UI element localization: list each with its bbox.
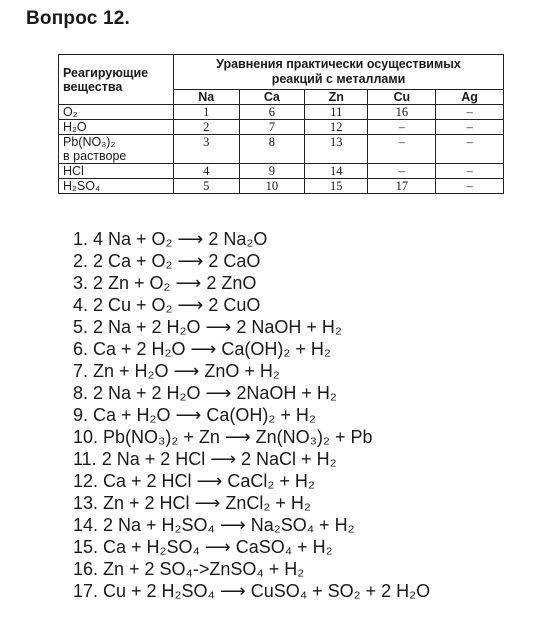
reaction-number: –: [368, 135, 436, 164]
reaction-number: 11: [305, 105, 368, 120]
equation-item: 16. Zn + 2 SO₄->ZnSO₄ + H₂: [73, 559, 305, 579]
reaction-number: 13: [305, 135, 368, 164]
equation-item: 2. 2 Ca + O₂ ⟶ 2 CaO: [73, 251, 261, 271]
reaction-number: 15: [305, 179, 368, 194]
equation-item: 9. Ca + H₂O ⟶ Ca(OH)₂ + H₂: [73, 405, 316, 425]
reagent-name: O₂: [59, 105, 174, 120]
equation-item: 17. Cu + 2 H₂SO₄ ⟶ CuSO₄ + SO₂ + 2 H₂O: [73, 581, 431, 601]
equation-item: 13. Zn + 2 HCl ⟶ ZnCl₂ + H₂: [73, 493, 311, 513]
equation-item: 7. Zn + H₂O ⟶ ZnO + H₂: [73, 361, 280, 381]
reagent-name-cell: [59, 135, 174, 164]
reaction-number: 4: [174, 164, 240, 179]
reaction-number: –: [368, 164, 436, 179]
equation-item: 6. Ca + 2 H₂O ⟶ Ca(OH)₂ + H₂: [73, 339, 331, 359]
equation-item: 4. 2 Cu + O₂ ⟶ 2 CuO: [73, 295, 261, 315]
reaction-number: –: [436, 120, 504, 135]
reagent-note: в растворе: [63, 149, 127, 163]
table-row: [59, 164, 504, 179]
equation-item: 3. 2 Zn + O₂ ⟶ 2 ZnO: [73, 273, 257, 293]
reagent-name: H₂O: [59, 120, 174, 135]
reaction-number: 10: [239, 179, 305, 194]
equation-item: 8. 2 Na + 2 H₂O ⟶ 2NaOH + H₂: [73, 383, 337, 403]
equations-list: [73, 228, 430, 602]
reagent-header-line1: Реагирующие: [63, 65, 149, 80]
reagent-column-header: [59, 55, 174, 105]
reaction-number: 3: [174, 135, 240, 164]
table-row: [59, 135, 504, 164]
reaction-number: 2: [174, 120, 240, 135]
table-row: [59, 105, 504, 120]
reagent-name: HCl: [59, 164, 174, 179]
table-row: [59, 179, 504, 194]
metal-header: Zn: [305, 90, 368, 105]
equation-item: 10. Pb(NO₃)₂ + Zn ⟶ Zn(NO₃)₂ + Pb: [73, 427, 373, 447]
equation-item: 12. Ca + 2 HCl ⟶ CaCl₂ + H₂: [73, 471, 315, 491]
metal-header: Cu: [368, 90, 436, 105]
reaction-number: 6: [239, 105, 305, 120]
table-row: [59, 120, 504, 135]
equation-item: 1. 4 Na + O₂ ⟶ 2 Na₂O: [73, 229, 268, 249]
question-heading: Вопрос 12.: [26, 8, 131, 29]
equation-item: 11. 2 Na + 2 HCl ⟶ 2 NaCl + H₂: [73, 449, 337, 469]
reagent-name: H₂SO₄: [59, 179, 174, 194]
reaction-number: 16: [368, 105, 436, 120]
reaction-number: 9: [239, 164, 305, 179]
reaction-number: 5: [174, 179, 240, 194]
reagent-header-line2: вещества: [63, 79, 123, 94]
equation-item: 5. 2 Na + 2 H₂O ⟶ 2 NaOH + H₂: [73, 317, 342, 337]
reaction-number: 1: [174, 105, 240, 120]
reaction-number: –: [436, 179, 504, 194]
metal-header: Ag: [436, 90, 504, 105]
reaction-number: 7: [239, 120, 305, 135]
reaction-number: –: [436, 105, 504, 120]
metals-group-header: [174, 55, 504, 90]
reaction-number: 14: [305, 164, 368, 179]
reaction-number: –: [436, 164, 504, 179]
reactions-table: [58, 54, 504, 194]
metal-header: Ca: [239, 90, 305, 105]
reaction-number: 12: [305, 120, 368, 135]
equation-item: 15. Ca + H₂SO₄ ⟶ CaSO₄ + H₂: [73, 537, 333, 557]
group-header-line1: Уравнения практически осуществимых: [216, 57, 461, 71]
group-header-line2: реакций с металлами: [271, 72, 406, 86]
reagent-name: Pb(NO₃)₂: [63, 135, 116, 149]
metal-header: Na: [174, 90, 240, 105]
reaction-number: –: [436, 135, 504, 164]
equation-item: 14. 2 Na + H₂SO₄ ⟶ Na₂SO₄ + H₂: [73, 515, 355, 535]
reaction-number: –: [368, 120, 436, 135]
reaction-number: 17: [368, 179, 436, 194]
reaction-number: 8: [239, 135, 305, 164]
